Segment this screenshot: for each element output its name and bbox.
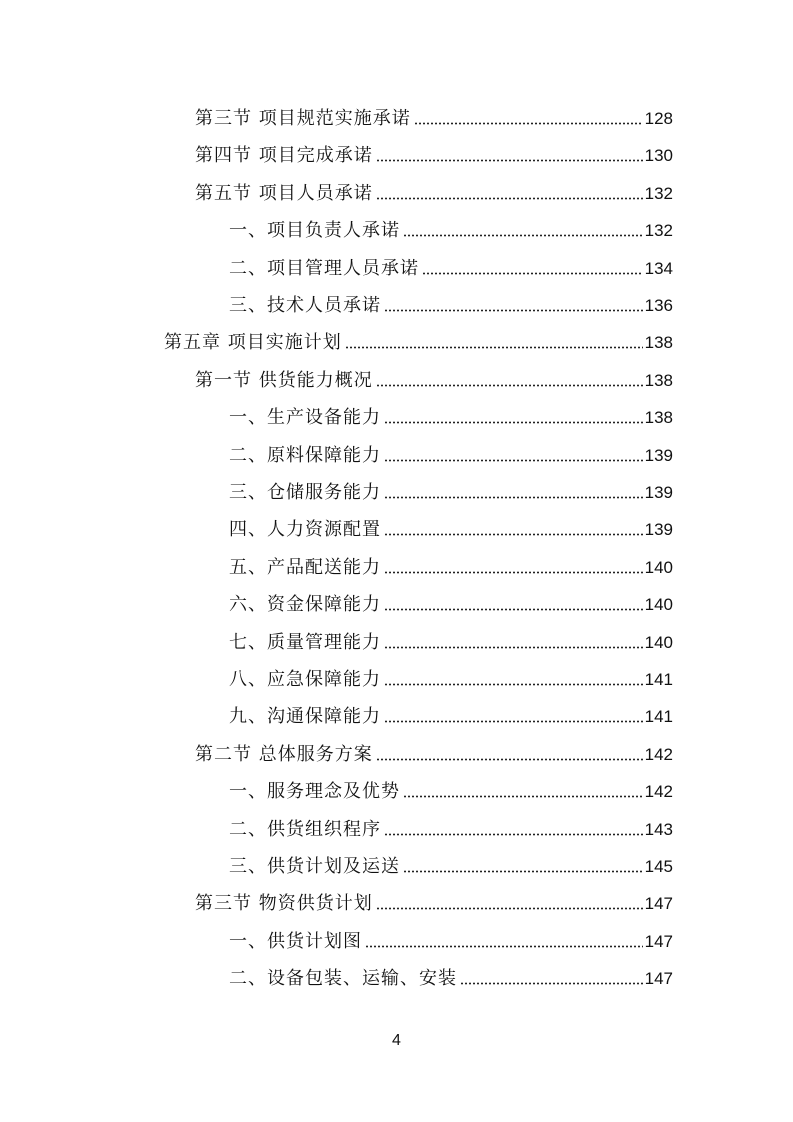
dot-leader — [345, 346, 643, 349]
toc-entry-title: 二、项目管理人员承诺 — [229, 257, 419, 279]
dot-leader — [403, 795, 643, 798]
toc-entry-title: 六、资金保障能力 — [229, 594, 381, 616]
toc-entry[interactable] — [229, 848, 673, 878]
page-number: 4 — [392, 1032, 401, 1049]
toc-entry-title: 一、供货计划图 — [229, 930, 362, 952]
toc-entry[interactable] — [195, 175, 673, 205]
dot-leader — [384, 683, 643, 686]
dot-leader — [384, 533, 643, 536]
dot-leader — [384, 608, 643, 611]
toc-entry[interactable] — [229, 399, 673, 429]
toc-entry-title: 一、项目负责人承诺 — [229, 220, 400, 242]
toc-entry-page: 142 — [644, 782, 673, 802]
toc-entry[interactable] — [229, 474, 673, 504]
dot-leader — [460, 982, 643, 985]
dot-leader — [384, 309, 643, 312]
toc-entry-title: 一、生产设备能力 — [229, 407, 381, 429]
toc-entry-page: 147 — [644, 931, 673, 951]
toc-entry[interactable] — [229, 923, 673, 953]
toc-entry-page: 139 — [644, 483, 673, 502]
toc-entry[interactable] — [195, 362, 673, 392]
toc-entry-page: 143 — [644, 819, 673, 839]
toc-entry-page: 132 — [644, 221, 673, 241]
dot-leader — [376, 197, 643, 200]
toc-entry[interactable] — [229, 661, 673, 691]
toc-entry-page: 130 — [644, 146, 673, 166]
toc-entry-page: 132 — [644, 183, 673, 203]
toc-entry[interactable] — [229, 773, 673, 803]
toc-entry-title: 八、应急保障能力 — [229, 669, 381, 690]
toc-entry[interactable] — [195, 736, 673, 766]
dot-leader — [384, 646, 643, 649]
toc-entry[interactable] — [229, 511, 673, 541]
toc-entry[interactable] — [195, 100, 673, 130]
toc-entry-title: 二、供货组织程序 — [229, 818, 381, 840]
toc-entry-page: 139 — [644, 520, 673, 540]
toc-entry-page: 139 — [644, 445, 673, 465]
toc-entry-title: 三、供货计划及运送 — [229, 856, 400, 877]
toc-entry[interactable] — [229, 960, 673, 990]
dot-leader — [403, 234, 643, 237]
toc-entry[interactable] — [229, 586, 673, 616]
toc-entry-title: 第三节 项目规范实施承诺 — [195, 108, 411, 129]
toc-entry-title: 三、技术人员承诺 — [229, 295, 381, 316]
toc-entry[interactable] — [229, 212, 673, 242]
toc-entry[interactable] — [164, 324, 673, 354]
toc-entry-page: 138 — [644, 408, 673, 428]
toc-entry-page: 147 — [644, 969, 673, 989]
dot-leader — [403, 870, 643, 873]
dot-leader — [376, 384, 643, 387]
toc-entry-page: 138 — [644, 333, 673, 353]
dot-leader — [384, 571, 643, 574]
toc-entry[interactable] — [229, 549, 673, 579]
toc-entry-title: 七、质量管理能力 — [229, 631, 381, 653]
dot-leader — [384, 833, 643, 836]
toc-entry-title: 九、沟通保障能力 — [229, 706, 381, 728]
toc-entry[interactable] — [195, 137, 673, 167]
dot-leader — [422, 272, 643, 275]
dot-leader — [365, 945, 643, 948]
dot-leader — [384, 459, 643, 462]
toc-entry-title: 第二节 总体服务方案 — [195, 743, 373, 765]
dot-leader — [384, 720, 643, 723]
toc-entry[interactable] — [229, 811, 673, 841]
toc-entry[interactable] — [229, 624, 673, 654]
dot-leader — [414, 122, 643, 125]
toc-entry-page: 136 — [644, 296, 673, 315]
toc-entry-page: 140 — [644, 632, 673, 652]
toc-entry-page: 142 — [644, 744, 673, 764]
toc-entry-page: 147 — [644, 894, 673, 914]
dot-leader — [376, 907, 643, 910]
toc-entry-title: 五、产品配送能力 — [229, 556, 381, 578]
dot-leader — [384, 421, 643, 424]
toc-entry-page: 138 — [644, 370, 673, 390]
toc-entry-page: 145 — [644, 857, 673, 876]
toc-entry-title: 四、人力资源配置 — [229, 519, 381, 541]
toc-entry-title: 一、服务理念及优势 — [229, 781, 400, 803]
toc-entry-page: 141 — [644, 670, 673, 689]
toc-entry-title: 第三节 物资供货计划 — [195, 893, 373, 915]
toc-entry-page: 141 — [644, 707, 673, 727]
dot-leader — [384, 496, 643, 499]
toc-entry[interactable] — [229, 250, 673, 280]
toc-entry-page: 134 — [644, 258, 673, 278]
toc-entry[interactable] — [229, 698, 673, 728]
dot-leader — [376, 758, 643, 761]
dot-leader — [376, 159, 643, 162]
toc-entry-title: 第五章 项目实施计划 — [164, 332, 342, 354]
toc-entry-title: 第五节 项目人员承诺 — [195, 182, 373, 204]
toc-entry-title: 三、仓储服务能力 — [229, 482, 381, 503]
toc-entry-page: 140 — [644, 557, 673, 577]
toc-entry-page: 140 — [644, 595, 673, 615]
toc-entry-title: 二、设备包装、运输、安装 — [229, 968, 457, 990]
toc-entry[interactable] — [229, 437, 673, 467]
toc-entry-title: 第四节 项目完成承诺 — [195, 145, 373, 167]
toc-entry[interactable] — [195, 885, 673, 915]
toc-entry-page: 128 — [644, 109, 673, 128]
toc-entry[interactable] — [229, 287, 673, 317]
toc-entry-title: 二、原料保障能力 — [229, 444, 381, 466]
toc-entry-title: 第一节 供货能力概况 — [195, 369, 373, 391]
